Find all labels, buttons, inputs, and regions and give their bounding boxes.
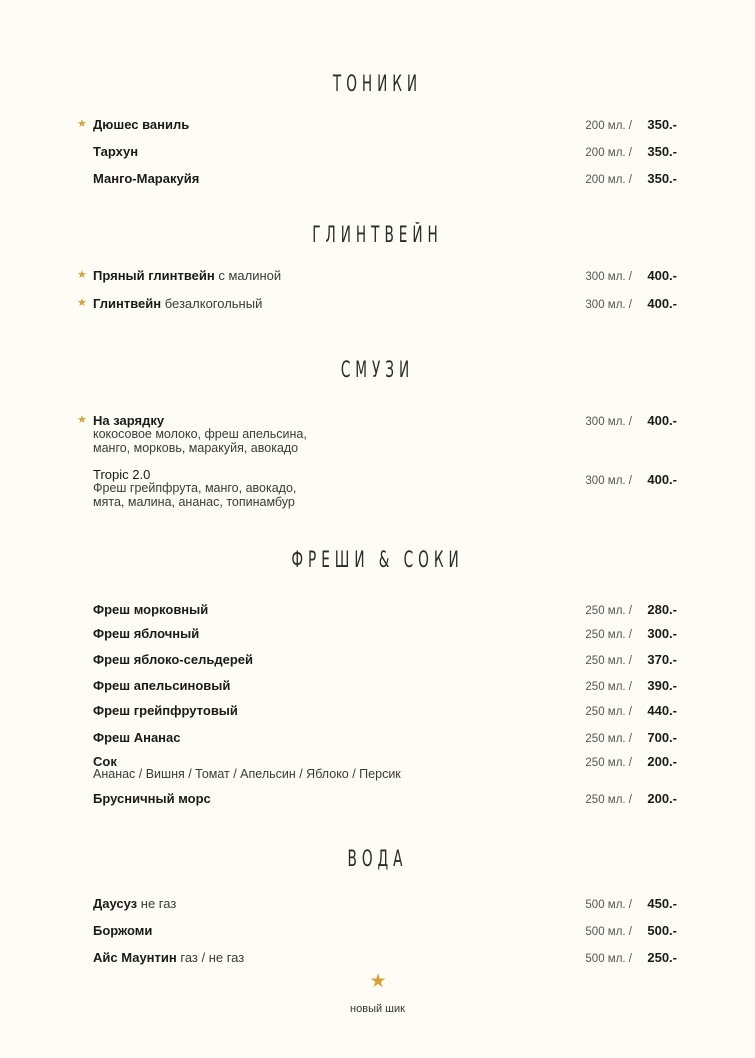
item-name: Фреш апельсиновый xyxy=(93,678,231,693)
item-volume: 250 мл. / xyxy=(585,757,632,769)
item-price: 500.- xyxy=(647,923,677,938)
item-description: мята, малина, ананас, топинамбур xyxy=(93,495,295,509)
item-volume: 300 мл. / xyxy=(585,475,632,487)
item-modifier: безалкогольный xyxy=(164,296,263,311)
item-name: Глинтвейн xyxy=(93,296,162,311)
item-volume: 500 мл. / xyxy=(585,899,632,911)
section-title-voda: ВОДА xyxy=(347,847,408,872)
item-name: На зарядку xyxy=(93,413,165,428)
item-price: 200.- xyxy=(647,754,677,769)
item-volume: 300 мл. / xyxy=(585,299,632,311)
item-name: Айс Маунтин xyxy=(93,950,177,965)
menu-item xyxy=(77,414,679,456)
item-name: Фреш Ананас xyxy=(93,730,181,745)
item-price: 400.- xyxy=(647,268,677,283)
item-modifier: не газ xyxy=(140,896,177,911)
item-name: Tropic 2.0 xyxy=(93,467,151,482)
item-price: 250.- xyxy=(647,950,677,965)
item-name: Сок xyxy=(93,754,117,769)
item-price: 440.- xyxy=(647,703,677,718)
item-volume: 300 мл. / xyxy=(585,416,632,428)
item-name: Фреш яблочный xyxy=(93,626,200,641)
item-volume: 200 мл. / xyxy=(585,120,632,132)
item-description: Фреш грейпфрута, манго, авокадо, xyxy=(93,481,297,495)
item-price: 390.- xyxy=(647,678,677,693)
menu-item xyxy=(77,468,679,510)
item-name: Даусуз xyxy=(93,896,138,911)
item-volume: 500 мл. / xyxy=(585,953,632,965)
item-name: Пряный глинтвейн xyxy=(93,268,215,283)
item-description: кокосовое молоко, фреш апельсина, xyxy=(93,427,307,441)
item-description: Ананас / Вишня / Томат / Апельсин / Яблоко / Персик xyxy=(93,767,401,781)
item-name: Фреш морковный xyxy=(93,602,209,617)
item-price: 700.- xyxy=(647,730,677,745)
legend-text: новый шик xyxy=(350,1003,405,1015)
item-price: 350.- xyxy=(647,117,677,132)
item-price: 450.- xyxy=(647,896,677,911)
section-title-toniki: ТОНИКИ xyxy=(332,72,423,97)
item-volume: 250 мл. / xyxy=(585,706,632,718)
section-title-glintvein: ГЛИНТВЕЙН xyxy=(312,223,443,248)
item-volume: 250 мл. / xyxy=(585,733,632,745)
item-volume: 200 мл. / xyxy=(585,147,632,159)
menu-item xyxy=(77,755,679,783)
item-name: Брусничный морс xyxy=(93,791,211,806)
item-name: Манго-Маракуйя xyxy=(93,171,200,186)
star-icon: ★ xyxy=(77,118,87,130)
item-name: Тархун xyxy=(93,144,139,159)
item-price: 200.- xyxy=(647,791,677,806)
star-icon: ★ xyxy=(77,414,87,426)
star-icon: ★ xyxy=(77,269,87,281)
star-icon: ★ xyxy=(77,297,87,309)
item-price: 400.- xyxy=(647,472,677,487)
item-volume: 250 мл. / xyxy=(585,681,632,693)
item-volume: 250 мл. / xyxy=(585,629,632,641)
item-price: 370.- xyxy=(647,652,677,667)
item-price: 280.- xyxy=(647,602,677,617)
item-name: Дюшес ваниль xyxy=(93,117,190,132)
item-volume: 250 мл. / xyxy=(585,605,632,617)
item-price: 350.- xyxy=(647,171,677,186)
star-icon: ★ xyxy=(369,971,387,992)
item-name: Фреш грейпфрутовый xyxy=(93,703,238,718)
item-volume: 250 мл. / xyxy=(585,655,632,667)
item-name: Боржоми xyxy=(93,923,153,938)
item-description: манго, морковь, маракуйя, авокадо xyxy=(93,441,299,455)
item-modifier: газ / не газ xyxy=(180,950,245,965)
item-volume: 250 мл. / xyxy=(585,794,632,806)
section-title-freshi: ФРЕШИ & СОКИ xyxy=(291,548,464,573)
item-modifier: с малиной xyxy=(218,268,282,283)
item-volume: 300 мл. / xyxy=(585,271,632,283)
item-price: 300.- xyxy=(647,626,677,641)
section-title-smuzi: СМУЗИ xyxy=(340,358,415,383)
item-price: 350.- xyxy=(647,144,677,159)
item-price: 400.- xyxy=(647,296,677,311)
item-name: Фреш яблоко-сельдерей xyxy=(93,652,253,667)
item-price: 400.- xyxy=(647,413,677,428)
item-volume: 500 мл. / xyxy=(585,926,632,938)
item-volume: 200 мл. / xyxy=(585,174,632,186)
